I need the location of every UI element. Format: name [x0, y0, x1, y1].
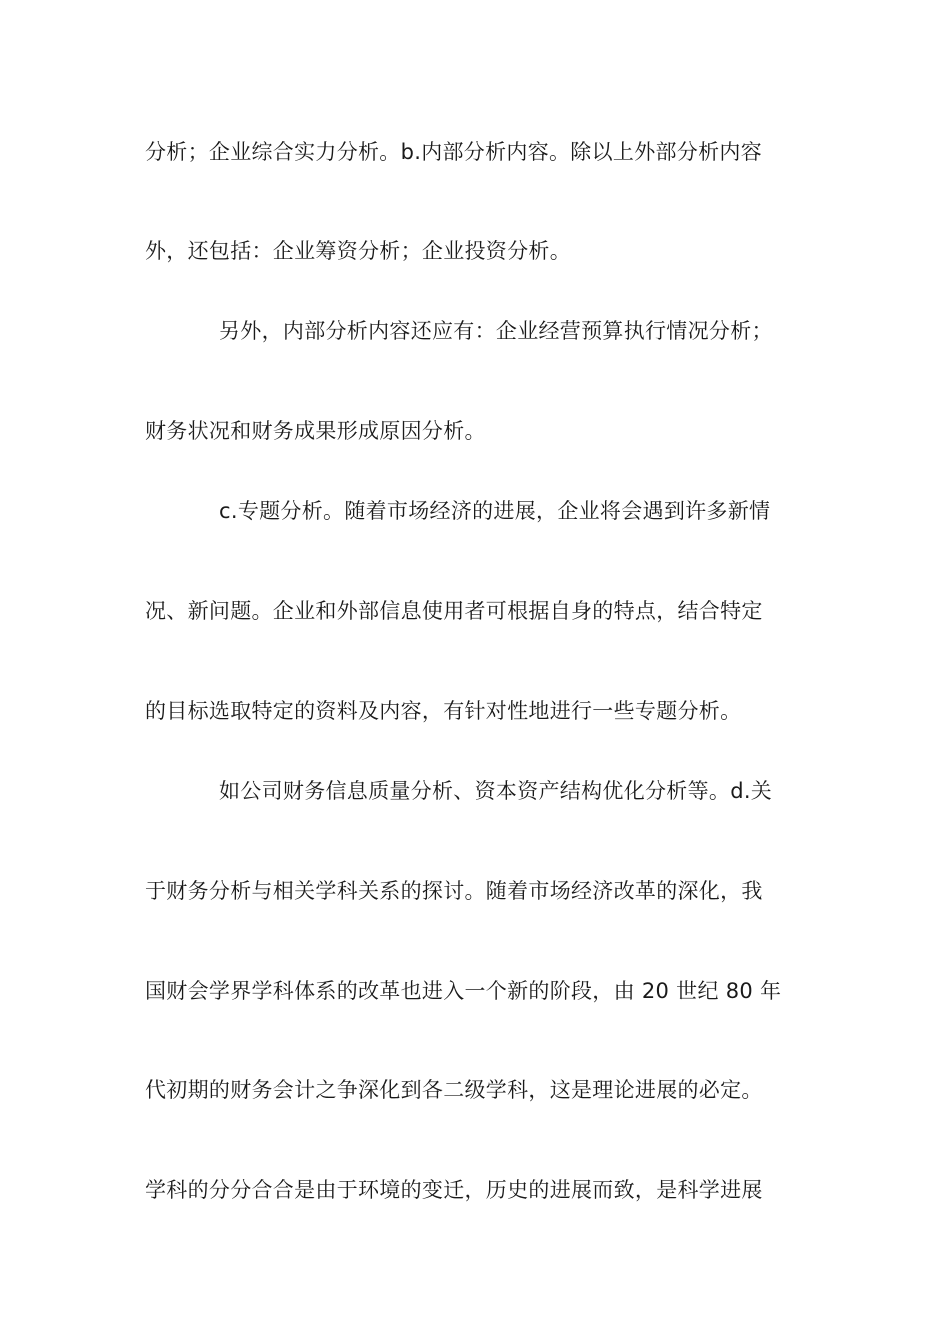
- text-line: 外，还包括：企业筹资分析；企业投资分析。: [145, 239, 571, 263]
- text-line: 学科的分分合合是由于环境的变迁，历史的进展而致，是科学进展: [145, 1178, 763, 1202]
- text-line: 分析；企业综合实力分析。b.内部分析内容。除以上外部分析内容: [145, 140, 763, 164]
- paragraph-first-line: c.专题分析。随着市场经济的进展，企业将会遇到许多新情: [219, 499, 771, 523]
- text-line: 况、新问题。企业和外部信息使用者可根据自身的特点，结合特定: [145, 599, 763, 623]
- text-line: 于财务分析与相关学科关系的探讨。随着市场经济改革的深化，我: [145, 879, 763, 903]
- paragraph-first-line: 另外，内部分析内容还应有：企业经营预算执行情况分析；: [219, 319, 773, 343]
- text-line: 国财会学界学科体系的改革也进入一个新的阶段，由 20 世纪 80 年: [145, 979, 782, 1003]
- text-line: 代初期的财务会计之争深化到各二级学科，这是理论进展的必定。: [145, 1078, 763, 1102]
- paragraph-first-line: 如公司财务信息质量分析、资本资产结构优化分析等。d.关: [219, 779, 773, 803]
- text-line: 的目标选取特定的资料及内容，有针对性地进行一些专题分析。: [145, 699, 742, 723]
- text-line: 财务状况和财务成果形成原因分析。: [145, 419, 486, 443]
